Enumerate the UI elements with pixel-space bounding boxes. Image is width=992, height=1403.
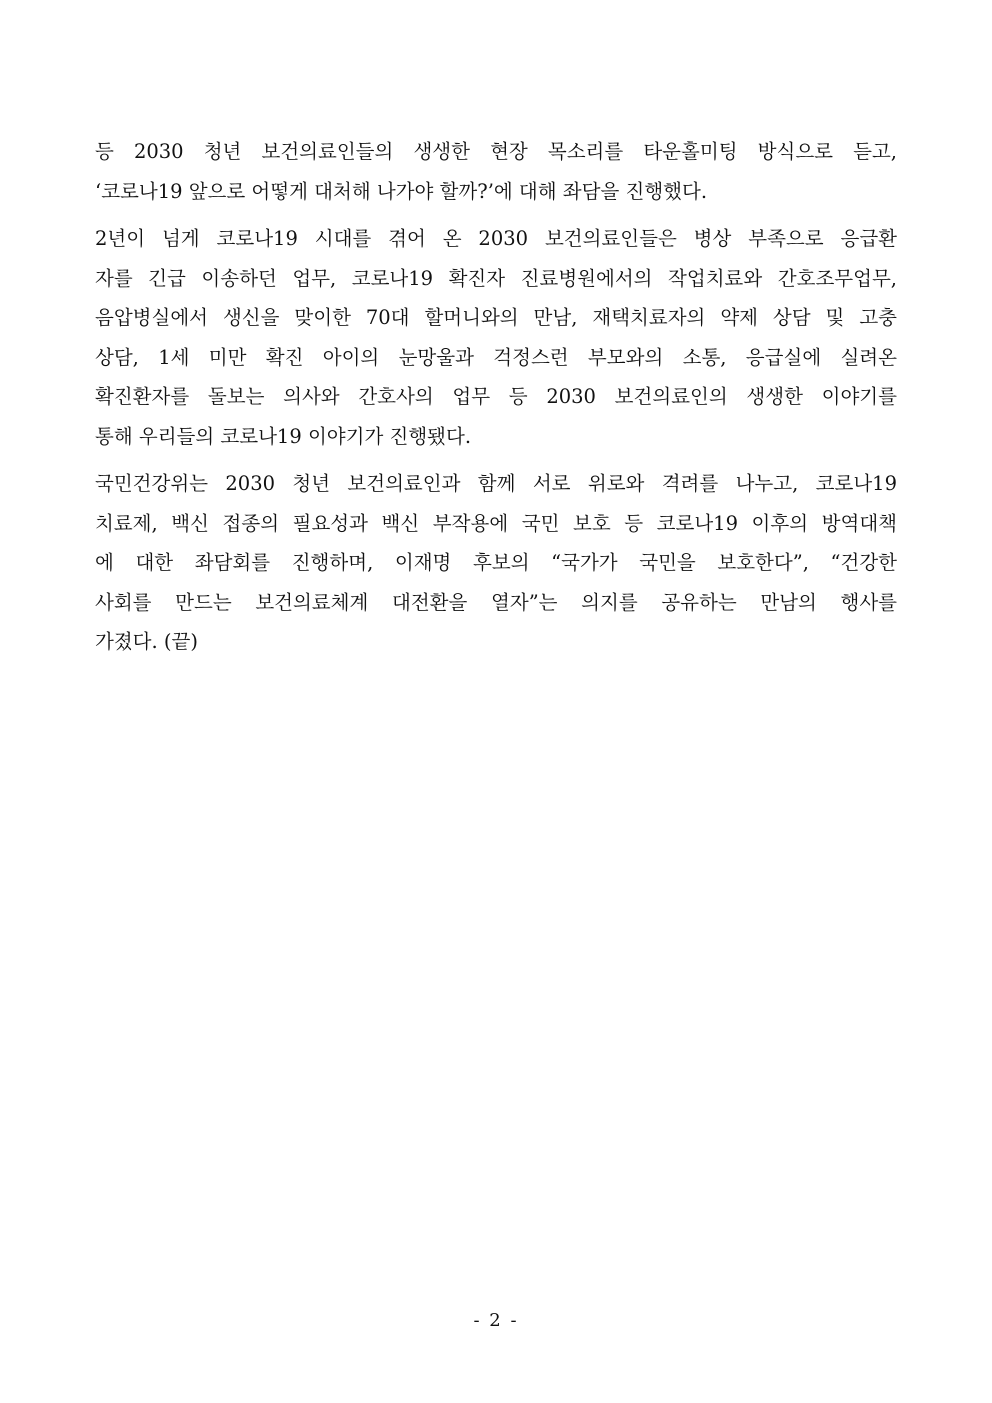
- text-line: 등 2030 청년 보건의료인들의 생생한 현장 목소리를 타운홀미팅 방식으로 듣고,: [95, 140, 897, 163]
- text-line: 국민건강위는 2030 청년 보건의료인과 함께 서로 위로와 격려를 나누고, 코로나19: [95, 472, 897, 495]
- text-line: 통해 우리들의 코로나19 이야기가 진행됐다.: [95, 424, 472, 448]
- text-line: 치료제, 백신 접종의 필요성과 백신 부작용에 국민 보호 등 코로나19 이후의 방역대책: [95, 511, 897, 535]
- paragraph-intro-continuation: [95, 132, 897, 211]
- page-number: - 2 -: [473, 1310, 519, 1331]
- body-text: [95, 132, 897, 670]
- text-line: 에 대한 좌담회를 진행하며, 이재명 후보의 “국가가 국민을 보호한다”, “건강한: [95, 551, 897, 574]
- paragraph-experiences: [95, 219, 897, 456]
- text-line: 사회를 만드는 보건의료체계 대전환을 열자”는 의지를 공유하는 만남의 행사를: [95, 590, 897, 614]
- text-line: 가졌다. (끝): [95, 630, 198, 653]
- text-line: ‘코로나19 앞으로 어떻게 대처해 나가야 할까?’에 대해 좌담을 진행했다.: [95, 179, 708, 203]
- text-line: 2년이 넘게 코로나19 시대를 겪어 온 2030 보건의료인들은 병상 부족으로 응급환: [95, 227, 897, 250]
- paragraph-conclusion: [95, 464, 897, 662]
- text-line: 상담, 1세 미만 확진 아이의 눈망울과 걱정스런 부모와의 소통, 응급실에 실려온: [95, 345, 897, 369]
- text-line: 자를 긴급 이송하던 업무, 코로나19 확진자 진료병원에서의 작업치료와 간호조무업무,: [95, 266, 897, 290]
- text-line: 음압병실에서 생신을 맞이한 70대 할머니와의 만남, 재택치료자의 약제 상담 및 고충: [95, 306, 897, 329]
- text-line: 확진환자를 돌보는 의사와 간호사의 업무 등 2030 보건의료인의 생생한 이야기를: [95, 385, 897, 408]
